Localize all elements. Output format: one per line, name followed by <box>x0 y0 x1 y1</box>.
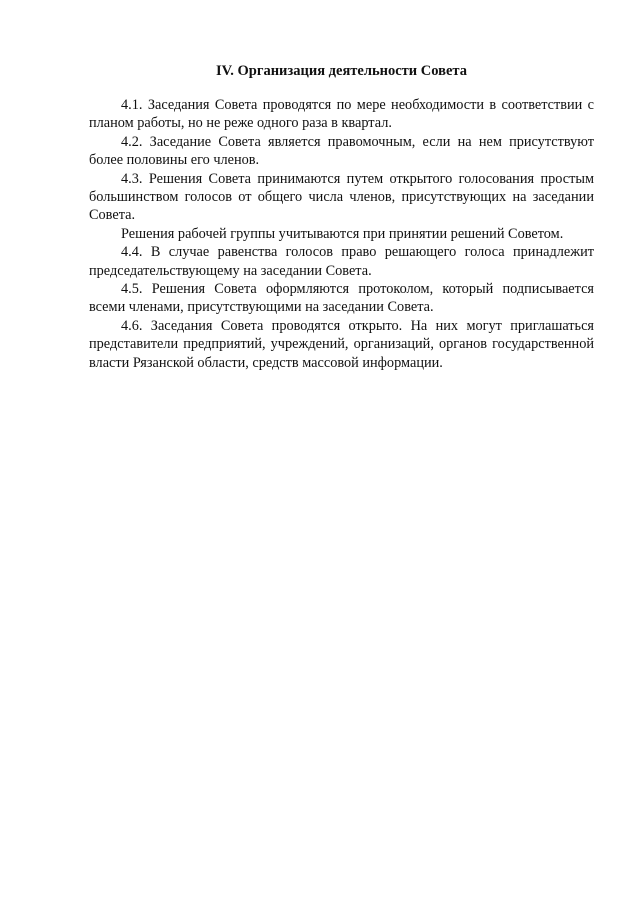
section-body <box>89 96 594 372</box>
section-title: IV. Организация деятельности Совета <box>216 63 467 79</box>
paragraph-4-5: 4.5. Решения Совета оформляются протоколом, который подписывается всеми членами, присутствующими на заседании Совета. <box>89 281 594 316</box>
paragraph-4-3: 4.3. Решения Совета принимаются путем открытого голосования простым большинством голосов от общего числа членов, присутствующих на заседании Совета. <box>89 170 594 224</box>
paragraph-4-2: 4.2. Заседание Совета является правомочным, если на нем присутствуют более половины его членов. <box>89 133 594 169</box>
paragraph-4-4: 4.4. В случае равенства голосов право решающего голоса принадлежит председательствующему на заседании Совета. <box>89 244 594 279</box>
paragraph-4-6: 4.6. Заседания Совета проводятся открыто. На них могут приглашаться представители предприятий, учреждений, организаций, органов государственной власти Рязанской области, средств массовой информации. <box>89 317 594 371</box>
paragraph-working-group: Решения рабочей группы учитываются при принятии решений Советом. <box>121 225 564 242</box>
paragraph-4-1: 4.1. Заседания Совета проводятся по мере необходимости в соответствии с планом работы, но не реже одного раза в квартал. <box>89 97 594 132</box>
